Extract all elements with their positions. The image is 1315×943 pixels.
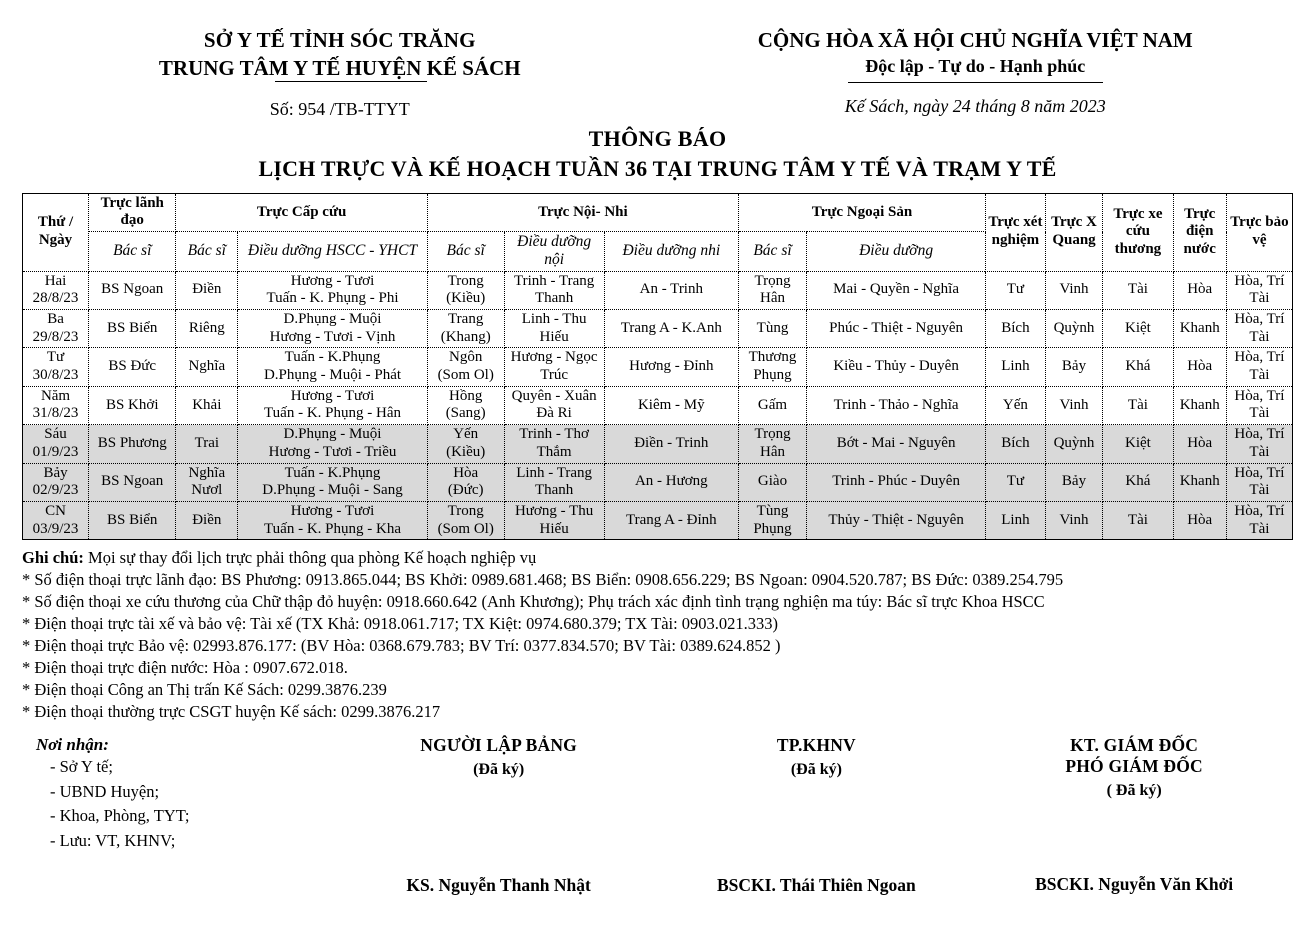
note-line-4: * Điện thoại trực Bảo vệ: 02993.876.177: (BV Hòa: 0368.679.783; BV Trí: 0377.834.570; BV Tài: 0389.624.852 ) [22, 636, 781, 655]
col-group-ambulance: Trực xe cứu thương [1103, 193, 1173, 271]
cell-driver: Khá [1103, 348, 1173, 386]
cell-guard: Hòa, Trí Tài [1226, 348, 1292, 386]
signature-preparer [340, 735, 658, 896]
cell-pediatric-nurse: Hương - Đỉnh [604, 348, 738, 386]
cell-utilities-tech: Hòa [1173, 425, 1226, 463]
cell-lab-tech: Linh [986, 501, 1046, 539]
cell-internal-doctor: Trang (Khang) [427, 310, 504, 348]
cell-surgery-doctor: Trọng Hân [738, 271, 806, 309]
cell-guard: Hòa, Trí Tài [1226, 463, 1292, 501]
cell-leader-doctor: BS Phương [89, 425, 176, 463]
khnv-title: TP.KHNV [776, 734, 856, 755]
cell-surgery-nurse: Mai - Quyền - Nghĩa [807, 271, 986, 309]
cell-internal-nurse: Trinh - Thơ Thắm [504, 425, 604, 463]
table-row [23, 271, 1293, 309]
cell-day: Hai 28/8/23 [23, 271, 89, 309]
page-subtitle: LỊCH TRỰC VÀ KẾ HOẠCH TUẦN 36 TẠI TRUNG TÂM Y TẾ VÀ TRẠM Y TẾ [258, 155, 1057, 181]
province-health-department: SỞ Y TẾ TỈNH SÓC TRĂNG [203, 28, 476, 52]
cell-driver: Khá [1103, 463, 1173, 501]
recipient-item: - Khoa, Phòng, TYT; [50, 806, 190, 826]
cell-utilities-tech: Hòa [1173, 501, 1226, 539]
cell-guard: Hòa, Trí Tài [1226, 271, 1292, 309]
cell-utilities-tech: Khanh [1173, 463, 1226, 501]
note-line-7: * Điện thoại thường trực CSGT huyện Kế sách: 0299.3876.217 [22, 701, 441, 721]
recipients-block [22, 735, 340, 896]
preparer-title: NGƯỜI LẬP BẢNG [420, 734, 577, 755]
cell-driver: Kiệt [1103, 310, 1173, 348]
cell-xray-tech: Bảy [1045, 348, 1103, 386]
cell-xray-tech: Bảy [1045, 463, 1103, 501]
cell-driver: Kiệt [1103, 425, 1173, 463]
cell-surgery-doctor: Giào [738, 463, 806, 501]
table-row [23, 348, 1293, 386]
cell-pediatric-nurse: Điền - Trinh [604, 425, 738, 463]
cell-internal-nurse: Trinh - Trang Thanh [504, 271, 604, 309]
col-group-emergency: Trực Cấp cứu [176, 193, 427, 231]
recipient-item: - Lưu: VT, KHNV; [50, 831, 176, 850]
cell-er-nurse: Hương - Tươi Tuấn - K. Phụng - Hân [238, 386, 428, 424]
recipient-item: - UBND Huyện; [50, 781, 160, 801]
cell-day: CN 03/9/23 [23, 501, 89, 539]
document-number: Số: 954 /TB-TTYT [269, 98, 410, 119]
cell-xray-tech: Vinh [1045, 501, 1103, 539]
document-header [22, 0, 1293, 120]
cell-leader-doctor: BS Ngoan [89, 271, 176, 309]
cell-internal-nurse: Hương - Ngọc Trúc [504, 348, 604, 386]
district-medical-center: TRUNG TÂM Y TẾ HUYỆN KẾ SÁCH [159, 54, 521, 82]
table-head [23, 193, 1293, 271]
cell-guard: Hòa, Trí Tài [1226, 501, 1292, 539]
cell-lab-tech: Tư [986, 463, 1046, 501]
place-and-date: Kế Sách, ngày 24 tháng 8 năm 2023 [844, 95, 1106, 116]
cell-xray-tech: Quỳnh [1045, 310, 1103, 348]
cell-internal-doctor: Hồng (Sang) [427, 386, 504, 424]
signature-khnv-head [658, 735, 976, 896]
sub-internal-nurse: Điều dưỡng nội [504, 232, 604, 272]
notes-section [22, 547, 1293, 723]
cell-xray-tech: Quỳnh [1045, 425, 1103, 463]
cell-guard: Hòa, Trí Tài [1226, 386, 1292, 424]
cell-er-doctor: Trai [176, 425, 238, 463]
cell-day: Sáu 01/9/23 [23, 425, 89, 463]
table-row [23, 386, 1293, 424]
cell-lab-tech: Tư [986, 271, 1046, 309]
cell-utilities-tech: Khanh [1173, 386, 1226, 424]
cell-er-doctor: Riêng [176, 310, 238, 348]
page-title: THÔNG BÁO [588, 125, 727, 151]
cell-leader-doctor: BS Đức [89, 348, 176, 386]
cell-xray-tech: Vinh [1045, 386, 1103, 424]
sub-leader-doctor: Bác sĩ [89, 232, 176, 272]
cell-er-nurse: Hương - Tươi Tuấn - K. Phụng - Phi [238, 271, 428, 309]
duty-schedule-table [22, 193, 1293, 541]
table-body [23, 271, 1293, 540]
cell-day: Bảy 02/9/23 [23, 463, 89, 501]
recipient-item: - Sở Y tế; [50, 756, 113, 776]
cell-internal-nurse: Quyên - Xuân Đà Ri [504, 386, 604, 424]
sub-er-doctor: Bác sĩ [176, 232, 238, 272]
table-row [23, 310, 1293, 348]
cell-utilities-tech: Hòa [1173, 271, 1226, 309]
sub-pediatric-nurse: Điều dưỡng nhi [604, 232, 738, 272]
issuing-organization-block [22, 26, 658, 120]
cell-guard: Hòa, Trí Tài [1226, 310, 1292, 348]
col-group-utilities: Trực điện nước [1173, 193, 1226, 271]
cell-internal-nurse: Linh - Trang Thanh [504, 463, 604, 501]
title-block [22, 126, 1293, 182]
cell-surgery-nurse: Trinh - Phúc - Duyên [807, 463, 986, 501]
note-line-5: * Điện thoại trực điện nước: Hòa : 0907.672.018. [22, 657, 348, 677]
cell-day: Năm 31/8/23 [23, 386, 89, 424]
note-line-2: * Số điện thoại xe cứu thương của Chữ thập đỏ huyện: 0918.660.642 (Anh Khương); Phụ trách xác định tình trạng nghiện ma túy: Bác sĩ trực Khoa HSCC [22, 592, 1045, 612]
cell-er-doctor: Nghĩa Nươl [176, 463, 238, 501]
notes-intro: Mọi sự thay đổi lịch trực phải thông qua phòng Kế hoạch nghiệp vụ [83, 548, 537, 568]
khnv-name: BSCKI. Thái Thiên Ngoan [717, 874, 916, 895]
recipients-title: Nơi nhận: [36, 734, 109, 754]
cell-leader-doctor: BS Khởi [89, 386, 176, 424]
signature-section [22, 735, 1293, 896]
note-line-0 [22, 547, 1293, 569]
cell-lab-tech: Bích [986, 425, 1046, 463]
cell-pediatric-nurse: An - Trinh [604, 271, 738, 309]
cell-er-nurse: Hương - Tươi Tuấn - K. Phụng - Kha [238, 501, 428, 539]
cell-surgery-nurse: Bớt - Mai - Nguyên [807, 425, 986, 463]
col-group-surgery-obstetrics: Trực Ngoại Sản [738, 193, 985, 231]
note-line-1: * Số điện thoại trực lãnh đạo: BS Phương: 0913.865.044; BS Khởi: 0989.681.468; BS Biển: 0908.656.229; BS Ngoan: 0904.520.787; BS Đức: 0389.254.795 [22, 570, 1064, 590]
cell-internal-doctor: Yến (Kiều) [427, 425, 504, 463]
cell-leader-doctor: BS Biển [89, 310, 176, 348]
cell-internal-doctor: Trong (Kiều) [427, 271, 504, 309]
preparer-signed-note: (Đã ký) [473, 760, 525, 778]
national-title: CỘNG HÒA XÃ HỘI CHỦ NGHĨA VIỆT NAM [757, 28, 1193, 52]
signature-director [975, 735, 1293, 896]
director-title: KT. GIÁM ĐỐC [1070, 734, 1199, 755]
national-heading-block [658, 26, 1294, 120]
cell-internal-nurse: Linh - Thu Hiếu [504, 310, 604, 348]
cell-lab-tech: Bích [986, 310, 1046, 348]
table-row [23, 425, 1293, 463]
cell-er-nurse: Tuấn - K.Phụng D.Phụng - Muội - Phát [238, 348, 428, 386]
cell-pediatric-nurse: An - Hương [604, 463, 738, 501]
cell-pediatric-nurse: Trang A - K.Anh [604, 310, 738, 348]
cell-surgery-doctor: Trọng Hân [738, 425, 806, 463]
cell-er-doctor: Khải [176, 386, 238, 424]
khnv-signed-note: (Đã ký) [790, 760, 842, 778]
table-row [23, 463, 1293, 501]
cell-lab-tech: Yến [986, 386, 1046, 424]
cell-er-nurse: Tuấn - K.Phụng D.Phụng - Muội - Sang [238, 463, 428, 501]
cell-surgery-nurse: Kiều - Thủy - Duyên [807, 348, 986, 386]
notes-label: Ghi chú: [22, 548, 84, 568]
cell-internal-doctor: Ngôn (Som Ol) [427, 348, 504, 386]
cell-driver: Tài [1103, 271, 1173, 309]
header-row-groups [23, 193, 1293, 231]
cell-er-doctor: Điền [176, 271, 238, 309]
cell-er-doctor: Điền [176, 501, 238, 539]
cell-surgery-nurse: Thủy - Thiệt - Nguyên [807, 501, 986, 539]
cell-er-doctor: Nghĩa [176, 348, 238, 386]
cell-xray-tech: Vinh [1045, 271, 1103, 309]
deputy-director-title: PHÓ GIÁM ĐỐC [1065, 755, 1203, 776]
table-row [23, 501, 1293, 539]
cell-guard: Hòa, Trí Tài [1226, 425, 1292, 463]
cell-internal-doctor: Trong (Som Ol) [427, 501, 504, 539]
cell-er-nurse: D.Phụng - Muội Hương - Tươi - Vịnh [238, 310, 428, 348]
cell-internal-doctor: Hòa (Đức) [427, 463, 504, 501]
notes-list [22, 569, 1293, 723]
cell-surgery-nurse: Phúc - Thiệt - Nguyên [807, 310, 986, 348]
recipients-list [36, 755, 340, 854]
cell-day: Ba 29/8/23 [23, 310, 89, 348]
cell-driver: Tài [1103, 386, 1173, 424]
cell-utilities-tech: Hòa [1173, 348, 1226, 386]
cell-pediatric-nurse: Trang A - Đỉnh [604, 501, 738, 539]
col-group-internal-pediatric: Trực Nội- Nhi [427, 193, 738, 231]
cell-driver: Tài [1103, 501, 1173, 539]
sub-surgery-doctor: Bác sĩ [738, 232, 806, 272]
cell-surgery-doctor: Thương Phụng [738, 348, 806, 386]
note-line-6: * Điện thoại Công an Thị trấn Kế Sách: 0299.3876.239 [22, 679, 387, 699]
cell-surgery-doctor: Gấm [738, 386, 806, 424]
cell-utilities-tech: Khanh [1173, 310, 1226, 348]
cell-internal-nurse: Hương - Thu Hiếu [504, 501, 604, 539]
col-group-security: Trực bảo vệ [1226, 193, 1292, 271]
cell-lab-tech: Linh [986, 348, 1046, 386]
col-group-leader: Trực lãnh đạo [89, 193, 176, 231]
sub-surgery-nurse: Điều dưỡng [807, 232, 986, 272]
cell-surgery-nurse: Trinh - Thảo - Nghĩa [807, 386, 986, 424]
sub-er-nurse: Điều dưỡng HSCC - YHCT [238, 232, 428, 272]
director-name: BSCKI. Nguyễn Văn Khởi [1035, 873, 1234, 894]
cell-leader-doctor: BS Biển [89, 501, 176, 539]
col-group-lab: Trực xét nghiệm [986, 193, 1046, 271]
cell-er-nurse: D.Phụng - Muội Hương - Tươi - Triều [238, 425, 428, 463]
cell-day: Tư 30/8/23 [23, 348, 89, 386]
col-day: Thứ / Ngày [23, 193, 89, 271]
col-group-xray: Trực X Quang [1045, 193, 1103, 271]
note-line-3: * Điện thoại trực tài xế và bảo vệ: Tài xế (TX Khả: 0918.061.717; TX Kiệt: 0974.680.379; TX Tài: 0903.021.333) [22, 614, 779, 634]
director-signed-note: ( Đã ký) [1106, 781, 1162, 799]
cell-leader-doctor: BS Ngoan [89, 463, 176, 501]
cell-pediatric-nurse: Kiêm - Mỹ [604, 386, 738, 424]
cell-surgery-doctor: Tùng [738, 310, 806, 348]
sub-internal-doctor: Bác sĩ [427, 232, 504, 272]
preparer-name: KS. Nguyễn Thanh Nhật [406, 874, 591, 895]
cell-surgery-doctor: Tùng Phụng [738, 501, 806, 539]
national-motto: Độc lập - Tự do - Hạnh phúc [865, 54, 1085, 82]
